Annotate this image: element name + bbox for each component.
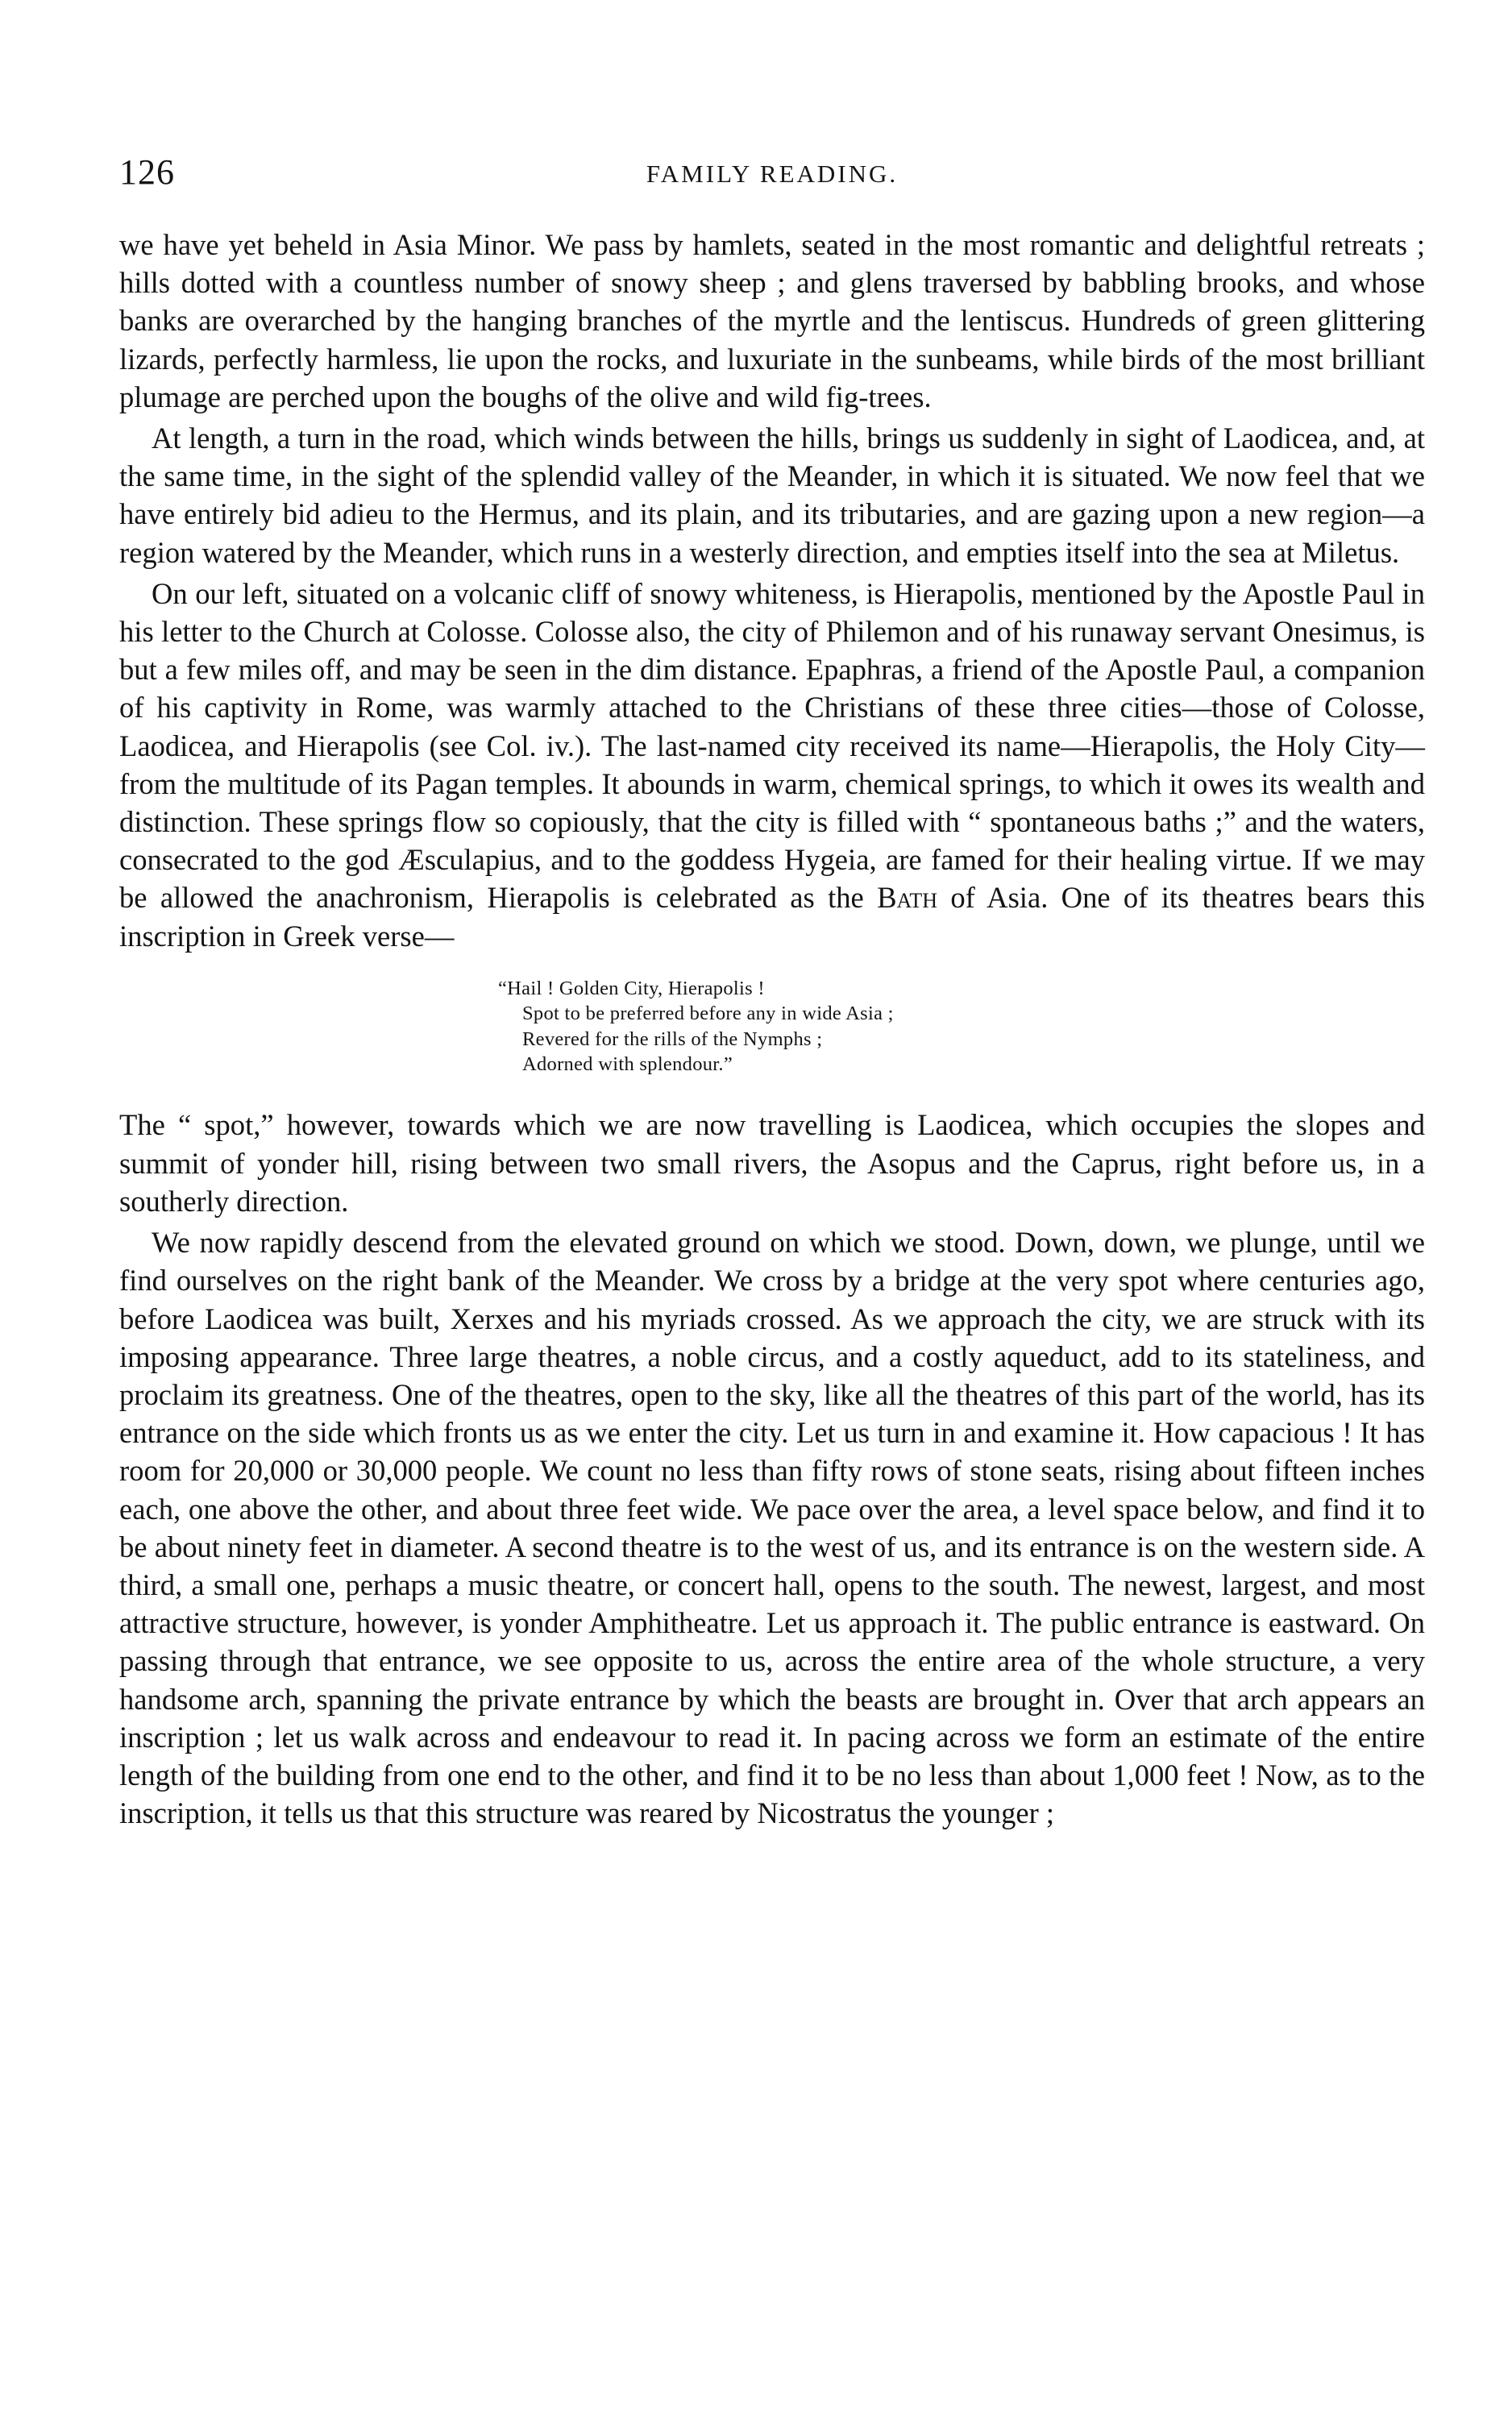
paragraph-hierapolis	[119, 575, 1425, 955]
paragraph-hierapolis-end: of Asia. One of its theatres bears this inscription in Greek verse—	[119, 881, 1425, 953]
verse-line: “Hail ! Golden City, Hierapolis !	[498, 977, 765, 999]
paragraph-hierapolis-text: On our left, situated on a volcanic cliff of snowy whiteness, is Hierapolis, mentioned by the Apostle Paul in his letter to the Church at Colosse. Colosse also, the city of Philemon and of his runaway servant Onesimus, is but a few miles off, and may be seen in the dim distance. Epaphras, a friend of the Apostle Paul, a companion of his captivity in Rome, was warmly attached to the Christians of these three cities—those of Colosse, Laodicea, and Hierapolis (see Col. iv.). The last-named city received its name—Hierapolis, the Holy City—from the multitude of its Pagan temples. It abounds in warm, chemical springs, to which it owes its wealth and distinction. These springs flow so copiously, that the city is filled with “ spontaneous baths ;” and the waters, consecrated to the god Æsculapius, and to the goddess Hygeia, are famed for their healing virtue. If we may be allowed the anachronism, Hierapolis is celebrated as the	[119, 576, 1425, 915]
bath-small-caps: Bath	[877, 881, 938, 915]
body-text	[119, 226, 1425, 1832]
greek-verse-inscription	[498, 976, 1425, 1077]
paragraph-descent: We now rapidly descend from the elevated ground on which we stood. Down, down, we plunge, until we find ourselves on the right bank of the Meander. We cross by a bridge at the very spot where centuries ago, before Laodicea was built, Xerxes and his myriads crossed. As we approach the city, we are struck with its imposing appearance. Three large theatres, a noble circus, and a costly aqueduct, add to its stateliness, and proclaim its greatness. One of the theatres, open to the sky, like all the theatres of this part of the world, has its entrance on the side which fronts us as we enter the city. Let us turn in and examine it. How capacious ! It has room for 20,000 or 30,000 people. We count no less than fifty rows of stone seats, rising about fifteen inches each, one above the other, and about three feet wide. We pace over the area, a level space below, and find it to be about ninety feet in diameter. A second theatre is to the west of us, and its entrance is on the western side. A third, a small one, perhaps a music theatre, or concert hall, opens to the south. The newest, largest, and most attractive structure, however, is yonder Amphitheatre. Let us approach it. The public entrance is eastward. On passing through that entrance, we see opposite to us, across the entire area of the whole structure, a very handsome arch, spanning the private entrance by which the beasts are brought in. Over that arch appears an inscription ; let us walk across and endeavour to read it. In pacing across we form an estimate of the entire length of the building from one end to the other, and find it to be no less than about 1,000 feet ! Now, as to the inscription, it tells us that this structure was reared by Nicostratus the younger ;	[119, 1226, 1425, 1830]
paragraph-laodicea-view: At length, a turn in the road, which winds between the hills, brings us suddenly in sight of Laodicea, and, at the same time, in the sight of the splendid valley of the Meander, in which it is situated. We now feel that we have entirely bid adieu to the Hermus, and its plain, and its tributaries, and are gazing upon a new region—a region watered by the Meander, which runs in a westerly direction, and empties itself into the sea at Miletus.	[119, 421, 1425, 569]
page-header	[119, 150, 1425, 195]
verse-line: Adorned with splendour.”	[522, 1053, 733, 1076]
page-number: 126	[119, 152, 175, 192]
verse-line: Spot to be preferred before any in wide Asia ;	[522, 1003, 894, 1025]
verse-line: Revered for the rills of the Nymphs ;	[522, 1028, 823, 1050]
paragraph-spot: The “ spot,” however, towards which we are now travelling is Laodicea, which occupies the slopes and summit of yonder hill, rising between two small rivers, the Asopus and the Caprus, right before us, in a southerly direction.	[119, 1108, 1425, 1218]
running-head: FAMILY READING.	[646, 160, 899, 188]
paragraph-continued: we have yet beheld in Asia Minor. We pass by hamlets, seated in the most romantic and delightful retreats ; hills dotted with a countless number of snowy sheep ; and glens traversed by babbling brooks, and whose banks are overarched by the hanging branches of the myrtle and the lentiscus. Hundreds of green glittering lizards, perfectly harmless, lie upon the rocks, and luxuriate in the sunbeams, while birds of the most brilliant plumage are perched upon the boughs of the olive and wild fig-trees.	[119, 228, 1425, 413]
book-page	[119, 150, 1425, 1832]
